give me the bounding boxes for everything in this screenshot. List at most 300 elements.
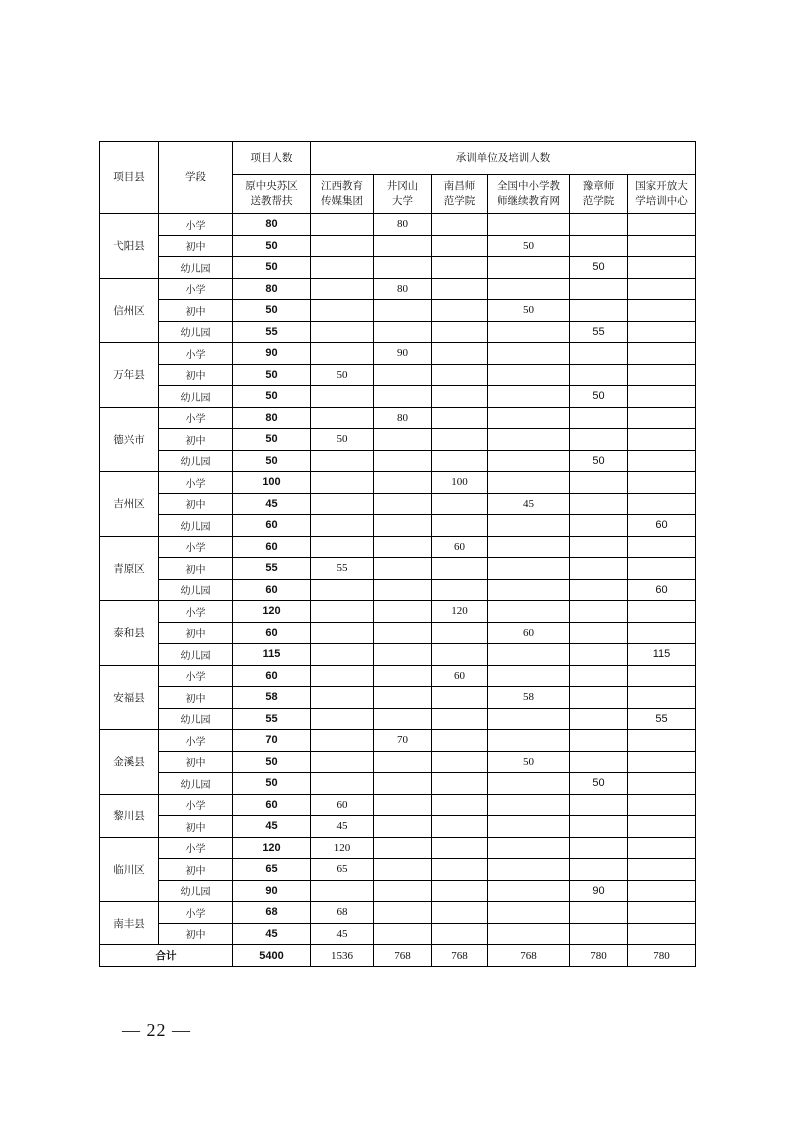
unit-count-cell [628, 321, 696, 343]
unit-count-cell [374, 472, 432, 494]
level-cell: 初中 [159, 235, 233, 257]
unit-count-cell [432, 816, 488, 838]
unit-count-cell [628, 558, 696, 580]
unit-count-cell [311, 300, 374, 322]
project-count-cell: 50 [233, 429, 311, 451]
project-count-cell: 60 [233, 536, 311, 558]
unit-count-cell [570, 708, 628, 730]
unit-count-cell [570, 472, 628, 494]
unit-count-cell [488, 665, 570, 687]
unit-count-cell [374, 493, 432, 515]
level-cell: 小学 [159, 601, 233, 623]
header-unit-line: 师继续教育网 [497, 195, 560, 207]
unit-count-cell [374, 880, 432, 902]
project-count-cell: 58 [233, 687, 311, 709]
table-row [100, 515, 696, 537]
header-unit-nanchang-normal [432, 175, 488, 214]
unit-count-cell [374, 665, 432, 687]
training-allocation-table-wrapper [99, 141, 696, 967]
project-count-cell: 60 [233, 665, 311, 687]
header-project-sub-line-1: 原中央苏区 [245, 180, 298, 192]
unit-count-cell: 60 [432, 536, 488, 558]
unit-count-cell [311, 730, 374, 752]
project-count-cell: 120 [233, 601, 311, 623]
header-unit-line: 国家开放大 [635, 180, 688, 192]
unit-count-cell [432, 859, 488, 881]
level-cell: 小学 [159, 343, 233, 365]
header-unit-teacher-network [488, 175, 570, 214]
unit-count-cell [570, 730, 628, 752]
unit-count-cell [628, 386, 696, 408]
header-row-1 [100, 142, 696, 175]
unit-count-cell [488, 644, 570, 666]
unit-count-cell: 50 [311, 429, 374, 451]
level-cell: 初中 [159, 364, 233, 386]
unit-count-cell [311, 214, 374, 236]
unit-count-cell [628, 407, 696, 429]
unit-count-cell [432, 579, 488, 601]
table-row [100, 257, 696, 279]
table-row [100, 343, 696, 365]
unit-count-cell [570, 837, 628, 859]
unit-count-cell [374, 429, 432, 451]
unit-count-cell [432, 558, 488, 580]
unit-count-cell [628, 429, 696, 451]
unit-count-cell [488, 558, 570, 580]
project-count-cell: 60 [233, 579, 311, 601]
level-cell: 幼儿园 [159, 708, 233, 730]
unit-count-cell [432, 880, 488, 902]
unit-count-cell [628, 601, 696, 623]
table-row [100, 902, 696, 924]
unit-count-cell [570, 923, 628, 945]
level-cell: 初中 [159, 923, 233, 945]
unit-count-cell [628, 773, 696, 795]
unit-count-cell: 80 [374, 214, 432, 236]
county-cell: 弋阳县 [100, 214, 159, 279]
unit-count-cell: 55 [570, 321, 628, 343]
unit-count-cell: 50 [570, 257, 628, 279]
unit-count-cell [374, 364, 432, 386]
header-unit-line: 传媒集团 [321, 195, 363, 207]
unit-count-cell [374, 859, 432, 881]
header-unit-yuzhang-normal [570, 175, 628, 214]
unit-count-cell [628, 923, 696, 945]
summary-unit-value: 1536 [311, 945, 374, 967]
level-cell: 幼儿园 [159, 450, 233, 472]
unit-count-cell [311, 386, 374, 408]
unit-count-cell [628, 450, 696, 472]
level-cell: 幼儿园 [159, 579, 233, 601]
county-cell: 万年县 [100, 343, 159, 408]
unit-count-cell [432, 278, 488, 300]
unit-count-cell [570, 794, 628, 816]
unit-count-cell [374, 257, 432, 279]
unit-count-cell [570, 622, 628, 644]
level-cell: 初中 [159, 300, 233, 322]
unit-count-cell [374, 923, 432, 945]
unit-count-cell [488, 923, 570, 945]
unit-count-cell: 70 [374, 730, 432, 752]
project-count-cell: 55 [233, 321, 311, 343]
unit-count-cell [488, 579, 570, 601]
unit-count-cell [570, 515, 628, 537]
county-cell: 信州区 [100, 278, 159, 343]
unit-count-cell: 115 [628, 644, 696, 666]
unit-count-cell [374, 622, 432, 644]
table-row [100, 579, 696, 601]
unit-count-cell: 45 [311, 923, 374, 945]
unit-count-cell: 50 [311, 364, 374, 386]
unit-count-cell: 45 [488, 493, 570, 515]
table-row [100, 364, 696, 386]
level-cell: 小学 [159, 794, 233, 816]
unit-count-cell [311, 278, 374, 300]
unit-count-cell [570, 493, 628, 515]
header-unit-line: 学培训中心 [635, 195, 688, 207]
county-cell: 青原区 [100, 536, 159, 601]
unit-count-cell [570, 407, 628, 429]
header-level: 学段 [159, 142, 233, 214]
table-row [100, 816, 696, 838]
unit-count-cell [570, 343, 628, 365]
unit-count-cell: 90 [570, 880, 628, 902]
unit-count-cell [570, 816, 628, 838]
unit-count-cell [488, 515, 570, 537]
unit-count-cell [570, 665, 628, 687]
header-project-sub [233, 175, 311, 214]
unit-count-cell: 60 [311, 794, 374, 816]
header-unit-line: 江西教育 [321, 180, 363, 192]
table-row [100, 300, 696, 322]
unit-count-cell [628, 300, 696, 322]
unit-count-cell [628, 343, 696, 365]
county-cell: 安福县 [100, 665, 159, 730]
training-allocation-table [99, 141, 696, 967]
unit-count-cell: 50 [570, 773, 628, 795]
level-cell: 初中 [159, 687, 233, 709]
header-unit-jiangxi-media [311, 175, 374, 214]
project-count-cell: 50 [233, 773, 311, 795]
unit-count-cell: 100 [432, 472, 488, 494]
unit-count-cell [311, 515, 374, 537]
unit-count-cell: 58 [488, 687, 570, 709]
unit-count-cell [570, 687, 628, 709]
unit-count-cell [570, 235, 628, 257]
unit-count-cell [570, 902, 628, 924]
unit-count-cell [374, 558, 432, 580]
unit-count-cell [432, 364, 488, 386]
unit-count-cell [432, 235, 488, 257]
unit-count-cell [628, 214, 696, 236]
table-body [100, 214, 696, 945]
unit-count-cell [374, 579, 432, 601]
unit-count-cell [488, 321, 570, 343]
level-cell: 初中 [159, 429, 233, 451]
unit-count-cell [628, 859, 696, 881]
level-cell: 小学 [159, 214, 233, 236]
project-count-cell: 55 [233, 558, 311, 580]
table-row [100, 235, 696, 257]
unit-count-cell [628, 902, 696, 924]
unit-count-cell [311, 407, 374, 429]
table-row [100, 558, 696, 580]
unit-count-cell [432, 923, 488, 945]
unit-count-cell [570, 601, 628, 623]
unit-count-cell [374, 300, 432, 322]
project-count-cell: 60 [233, 794, 311, 816]
page-number: — 22 — [122, 1020, 191, 1040]
header-unit-open-university [628, 175, 696, 214]
project-count-cell: 60 [233, 622, 311, 644]
level-cell: 小学 [159, 407, 233, 429]
unit-count-cell [311, 687, 374, 709]
unit-count-cell: 120 [432, 601, 488, 623]
level-cell: 小学 [159, 837, 233, 859]
county-cell: 吉州区 [100, 472, 159, 537]
unit-count-cell [432, 214, 488, 236]
unit-count-cell [488, 214, 570, 236]
project-count-cell: 50 [233, 386, 311, 408]
unit-count-cell [311, 235, 374, 257]
unit-count-cell [432, 837, 488, 859]
level-cell: 小学 [159, 665, 233, 687]
unit-count-cell: 50 [488, 751, 570, 773]
unit-count-cell [311, 622, 374, 644]
unit-count-cell [628, 257, 696, 279]
project-count-cell: 90 [233, 880, 311, 902]
unit-count-cell: 68 [311, 902, 374, 924]
unit-count-cell [311, 601, 374, 623]
unit-count-cell [374, 816, 432, 838]
unit-count-cell [374, 773, 432, 795]
unit-count-cell [311, 880, 374, 902]
summary-unit-value: 768 [432, 945, 488, 967]
unit-count-cell [311, 708, 374, 730]
unit-count-cell: 55 [628, 708, 696, 730]
unit-count-cell: 65 [311, 859, 374, 881]
project-count-cell: 80 [233, 214, 311, 236]
unit-count-cell [311, 493, 374, 515]
level-cell: 小学 [159, 902, 233, 924]
header-unit-line: 豫章师 [582, 180, 615, 192]
unit-count-cell [488, 386, 570, 408]
unit-count-cell [570, 644, 628, 666]
level-cell: 初中 [159, 751, 233, 773]
unit-count-cell [628, 536, 696, 558]
unit-count-cell [432, 386, 488, 408]
unit-count-cell [311, 536, 374, 558]
unit-count-cell [311, 450, 374, 472]
level-cell: 小学 [159, 472, 233, 494]
level-cell: 幼儿园 [159, 880, 233, 902]
unit-count-cell [374, 536, 432, 558]
unit-count-cell [432, 429, 488, 451]
unit-count-cell: 45 [311, 816, 374, 838]
unit-count-cell [488, 364, 570, 386]
level-cell: 初中 [159, 493, 233, 515]
unit-count-cell [432, 730, 488, 752]
table-row [100, 751, 696, 773]
unit-count-cell [374, 321, 432, 343]
project-count-cell: 60 [233, 515, 311, 537]
unit-count-cell: 80 [374, 278, 432, 300]
unit-count-cell [488, 343, 570, 365]
project-count-cell: 55 [233, 708, 311, 730]
unit-count-cell [488, 837, 570, 859]
unit-count-cell [432, 773, 488, 795]
project-count-cell: 50 [233, 364, 311, 386]
unit-count-cell [432, 622, 488, 644]
unit-count-cell [374, 386, 432, 408]
unit-count-cell [570, 429, 628, 451]
unit-count-cell [432, 257, 488, 279]
unit-count-cell [628, 837, 696, 859]
summary-total: 5400 [233, 945, 311, 967]
unit-count-cell [628, 794, 696, 816]
unit-count-cell [432, 343, 488, 365]
level-cell: 幼儿园 [159, 257, 233, 279]
unit-count-cell [432, 321, 488, 343]
unit-count-cell: 60 [628, 579, 696, 601]
header-units-group: 承训单位及培训人数 [311, 142, 696, 175]
project-count-cell: 120 [233, 837, 311, 859]
table-row [100, 773, 696, 795]
county-cell: 临川区 [100, 837, 159, 902]
unit-count-cell [374, 235, 432, 257]
unit-count-cell [432, 493, 488, 515]
unit-count-cell [432, 300, 488, 322]
unit-count-cell [432, 644, 488, 666]
table-row [100, 429, 696, 451]
table-row [100, 386, 696, 408]
unit-count-cell [311, 579, 374, 601]
table-row [100, 493, 696, 515]
unit-count-cell: 50 [570, 386, 628, 408]
county-cell: 德兴市 [100, 407, 159, 472]
header-unit-jinggangshan [374, 175, 432, 214]
county-cell: 泰和县 [100, 601, 159, 666]
table-row [100, 708, 696, 730]
unit-count-cell [628, 751, 696, 773]
unit-count-cell: 60 [628, 515, 696, 537]
project-count-cell: 50 [233, 450, 311, 472]
project-count-cell: 45 [233, 923, 311, 945]
unit-count-cell: 50 [488, 300, 570, 322]
project-count-cell: 80 [233, 278, 311, 300]
unit-count-cell [628, 493, 696, 515]
unit-count-cell [311, 472, 374, 494]
table-row [100, 601, 696, 623]
table-row [100, 278, 696, 300]
county-cell: 金溪县 [100, 730, 159, 795]
unit-count-cell [570, 558, 628, 580]
unit-count-cell [628, 278, 696, 300]
unit-count-cell [311, 321, 374, 343]
unit-count-cell [432, 902, 488, 924]
unit-count-cell [488, 816, 570, 838]
unit-count-cell [311, 665, 374, 687]
level-cell: 幼儿园 [159, 644, 233, 666]
unit-count-cell [628, 730, 696, 752]
table-row [100, 644, 696, 666]
table-row [100, 687, 696, 709]
unit-count-cell [570, 579, 628, 601]
level-cell: 幼儿园 [159, 515, 233, 537]
unit-count-cell [628, 665, 696, 687]
table-row [100, 837, 696, 859]
table-row [100, 536, 696, 558]
level-cell: 小学 [159, 536, 233, 558]
unit-count-cell [311, 257, 374, 279]
unit-count-cell [570, 364, 628, 386]
header-project-sub-line-2: 送教帮扶 [250, 195, 293, 207]
project-count-cell: 65 [233, 859, 311, 881]
unit-count-cell [432, 407, 488, 429]
level-cell: 小学 [159, 730, 233, 752]
level-cell: 幼儿园 [159, 386, 233, 408]
summary-unit-value: 768 [374, 945, 432, 967]
unit-count-cell [570, 859, 628, 881]
unit-count-cell [432, 751, 488, 773]
table-row [100, 665, 696, 687]
unit-count-cell [374, 515, 432, 537]
level-cell: 初中 [159, 558, 233, 580]
table-row [100, 472, 696, 494]
unit-count-cell [311, 751, 374, 773]
county-cell: 南丰县 [100, 902, 159, 945]
unit-count-cell: 120 [311, 837, 374, 859]
unit-count-cell: 90 [374, 343, 432, 365]
project-count-cell: 80 [233, 407, 311, 429]
unit-count-cell: 60 [488, 622, 570, 644]
summary-row [100, 945, 696, 967]
unit-count-cell [570, 300, 628, 322]
level-cell: 初中 [159, 859, 233, 881]
unit-count-cell [488, 902, 570, 924]
project-count-cell: 70 [233, 730, 311, 752]
unit-count-cell [488, 773, 570, 795]
unit-count-cell [432, 687, 488, 709]
unit-count-cell [628, 816, 696, 838]
unit-count-cell [488, 880, 570, 902]
unit-count-cell [628, 622, 696, 644]
unit-count-cell [374, 601, 432, 623]
level-cell: 初中 [159, 816, 233, 838]
unit-count-cell: 60 [432, 665, 488, 687]
unit-count-cell [628, 472, 696, 494]
header-unit-line: 大学 [392, 195, 413, 207]
unit-count-cell [488, 407, 570, 429]
summary-label: 合计 [100, 945, 233, 967]
level-cell: 幼儿园 [159, 321, 233, 343]
unit-count-cell [570, 278, 628, 300]
unit-count-cell [570, 214, 628, 236]
unit-count-cell [374, 687, 432, 709]
unit-count-cell [488, 450, 570, 472]
summary-unit-value: 780 [628, 945, 696, 967]
unit-count-cell [374, 708, 432, 730]
unit-count-cell [432, 450, 488, 472]
unit-count-cell [570, 536, 628, 558]
project-count-cell: 68 [233, 902, 311, 924]
header-county: 项目县 [100, 142, 159, 214]
table-row [100, 407, 696, 429]
unit-count-cell: 80 [374, 407, 432, 429]
unit-count-cell [628, 364, 696, 386]
header-unit-line: 井冈山 [386, 180, 419, 192]
project-count-cell: 50 [233, 751, 311, 773]
